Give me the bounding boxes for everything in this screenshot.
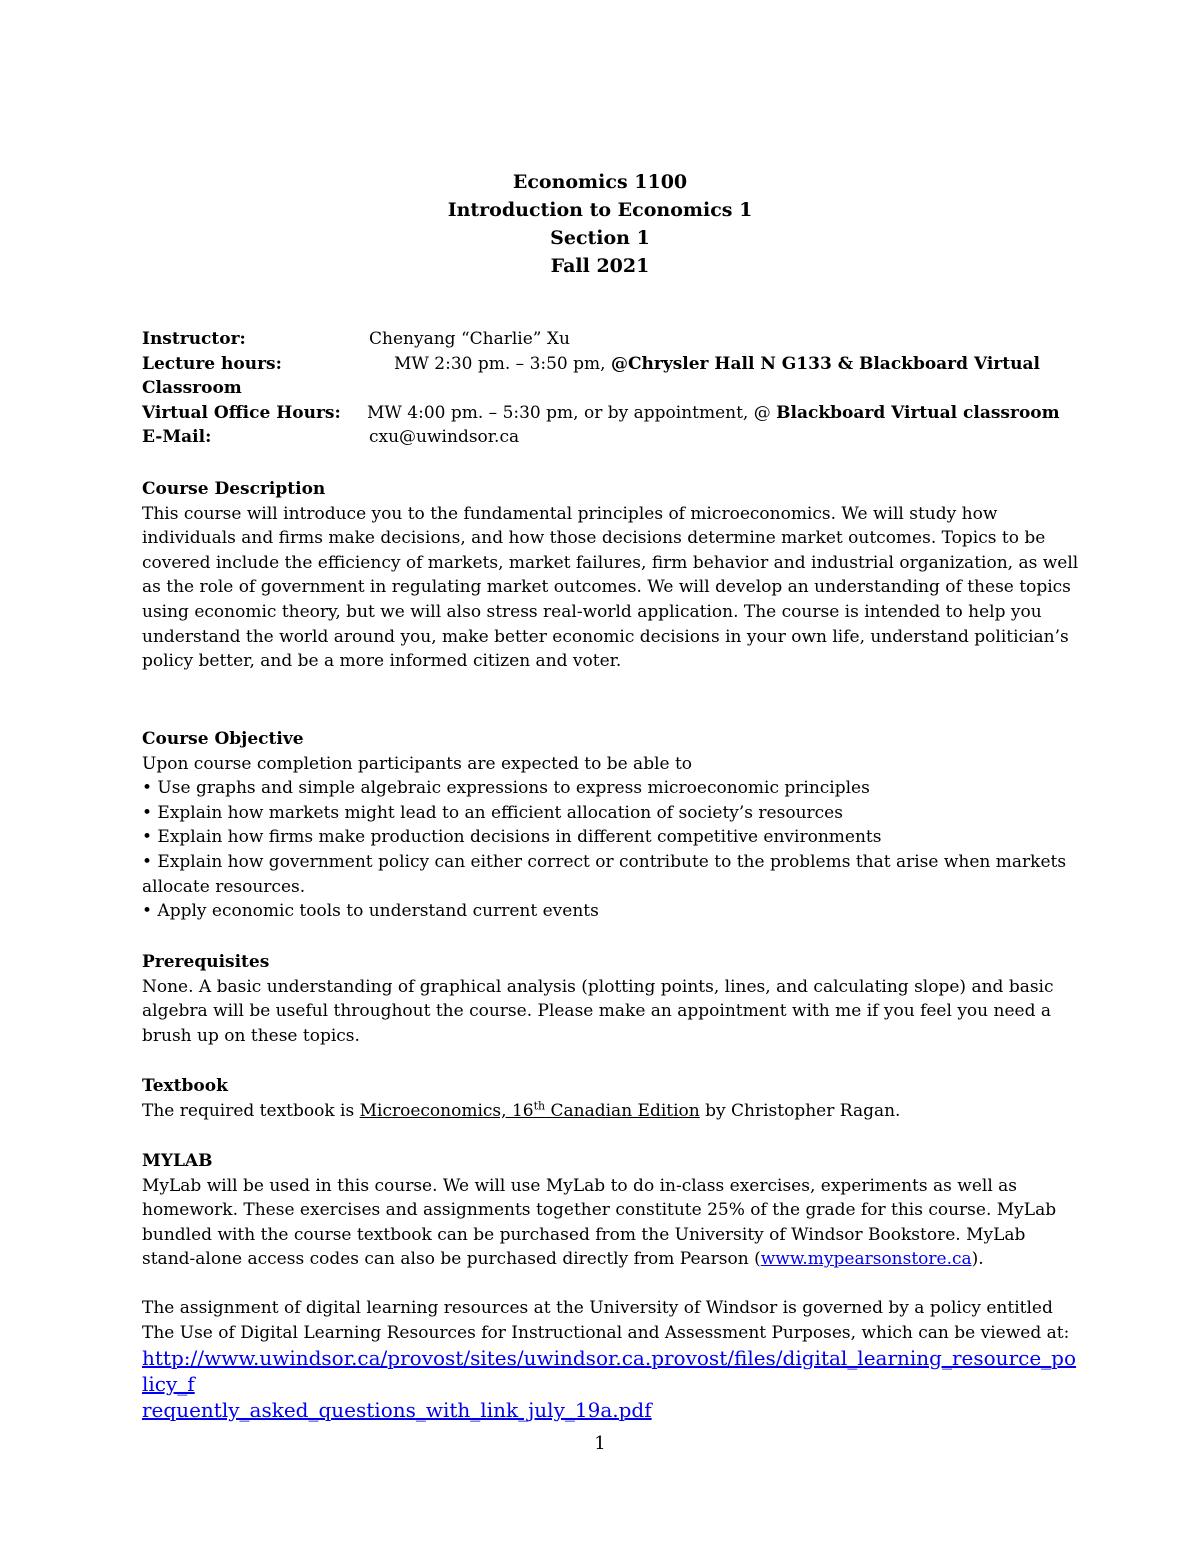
prerequisites-section — [142, 950, 1082, 1048]
course-objective-heading: Course Objective — [142, 729, 304, 749]
description-line: covered include the efficiency of markets, market failures, firm behavior and industrial organization, as well — [142, 552, 1079, 573]
course-section: Section 1 — [550, 227, 650, 249]
course-code: Economics 1100 — [512, 171, 688, 193]
description-line: individuals and firms make decisions, and how those decisions determine market outcomes. Topics to be — [142, 528, 1046, 549]
mylab-section — [142, 1149, 1082, 1272]
mylab-line: stand-alone access codes can also be purchased directly from Pearson (www.mypearsonstore.ca). — [142, 1249, 984, 1270]
course-description-heading: Course Description — [142, 479, 326, 499]
mylab-line: homework. These exercises and assignments together constitute 25% of the grade for this course. MyLab — [142, 1200, 1057, 1221]
description-line: policy better, and be a more informed citizen and voter. — [142, 651, 622, 672]
course-objective-section — [142, 727, 1082, 924]
page-number: 1 — [594, 1433, 606, 1454]
description-line: using economic theory, but we will also stress real-world application. The course is intended to help you — [142, 601, 1042, 622]
mylab-line: bundled with the course textbook can be purchased from the University of Windsor Bookstore. MyLab — [142, 1224, 1026, 1245]
email-label: E-Mail: — [142, 427, 212, 448]
course-title: Introduction to Economics 1 — [447, 199, 753, 221]
objective-item: • Explain how markets might lead to an efficient allocation of society’s resources — [142, 802, 843, 823]
objective-intro: Upon course completion participants are expected to be able to — [142, 753, 693, 774]
course-title-block — [0, 168, 1200, 280]
description-line: understand the world around you, make better economic decisions in your own life, understand politician’s — [142, 626, 1069, 647]
digital-policy-section — [142, 1296, 1082, 1423]
prerequisites-line: None. A basic understanding of graphical analysis (plotting points, lines, and calculating slope) and basic — [142, 976, 1054, 997]
lecture-time: MW 2:30 pm. – 3:50 pm, — [394, 353, 606, 374]
lecture-place: @Chrysler Hall N G133 & Blackboard Virtual — [610, 353, 1040, 374]
lecture-place-cont: Classroom — [142, 378, 242, 399]
office-hours-time: MW 4:00 pm. – 5:30 pm, or by appointment, @ — [367, 402, 777, 423]
policy-line: The Use of Digital Learning Resources for Instructional and Assessment Purposes, which can be viewed at: — [142, 1322, 1070, 1343]
textbook-line: The required textbook is Microeconomics, 16th Canadian Edition by Christopher Ragan. — [142, 1098, 901, 1121]
course-info — [142, 327, 1082, 450]
pearson-store-link[interactable]: www.mypearsonstore.ca — [760, 1249, 972, 1270]
mylab-line: MyLab will be used in this course. We will use MyLab to do in-class exercises, experiments as well as — [142, 1175, 1018, 1196]
lecture-row-cont — [142, 376, 1082, 401]
policy-line: The assignment of digital learning resources at the University of Windsor is governed by a policy entitled — [142, 1298, 1053, 1318]
objective-item-cont: allocate resources. — [142, 876, 306, 897]
instructor-value: Chenyang “Charlie” Xu — [369, 329, 570, 349]
objective-item: • Explain how firms make production decisions in different competitive environments — [142, 827, 882, 848]
instructor-row — [142, 327, 1082, 352]
office-hours-place: Blackboard Virtual classroom — [776, 402, 1060, 423]
prerequisites-line: brush up on these topics. — [142, 1025, 360, 1046]
objective-item: • Explain how government policy can either correct or contribute to the problems that arise when markets — [142, 851, 1067, 872]
course-description-section — [142, 477, 1082, 674]
policy-pdf-link[interactable]: http://www.uwindsor.ca/provost/sites/uwindsor.ca.provost/files/digital_learning_resource_policy_f requently_asked_questions_with_link_july_19a.pdf — [142, 1346, 1077, 1423]
textbook-heading: Textbook — [142, 1076, 228, 1096]
objective-item: • Apply economic tools to understand current events — [142, 901, 599, 922]
textbook-title: Microeconomics, 16th Canadian Edition — [359, 1098, 700, 1121]
lecture-label: Lecture hours: — [142, 353, 282, 374]
textbook-section — [142, 1074, 1082, 1123]
description-line: as the role of government in regulating market outcomes. We will develop an understanding of these topics — [142, 577, 1071, 598]
objective-item: • Use graphs and simple algebraic expressions to express microeconomic principles — [142, 778, 870, 799]
course-term: Fall 2021 — [550, 255, 650, 277]
mylab-heading: MYLAB — [142, 1151, 213, 1171]
office-hours-label: Virtual Office Hours: — [142, 402, 341, 423]
office-hours-row — [142, 401, 1082, 426]
prerequisites-heading: Prerequisites — [142, 952, 270, 972]
email-value: cxu@uwindsor.ca — [369, 427, 520, 448]
prerequisites-line: algebra will be useful throughout the course. Please make an appointment with me if you feel you need a — [142, 1001, 1052, 1022]
description-line: This course will introduce you to the fundamental principles of microeconomics. We will study how — [142, 503, 998, 524]
lecture-row — [142, 352, 1082, 377]
email-row — [142, 425, 1082, 450]
instructor-label: Instructor: — [142, 329, 246, 349]
